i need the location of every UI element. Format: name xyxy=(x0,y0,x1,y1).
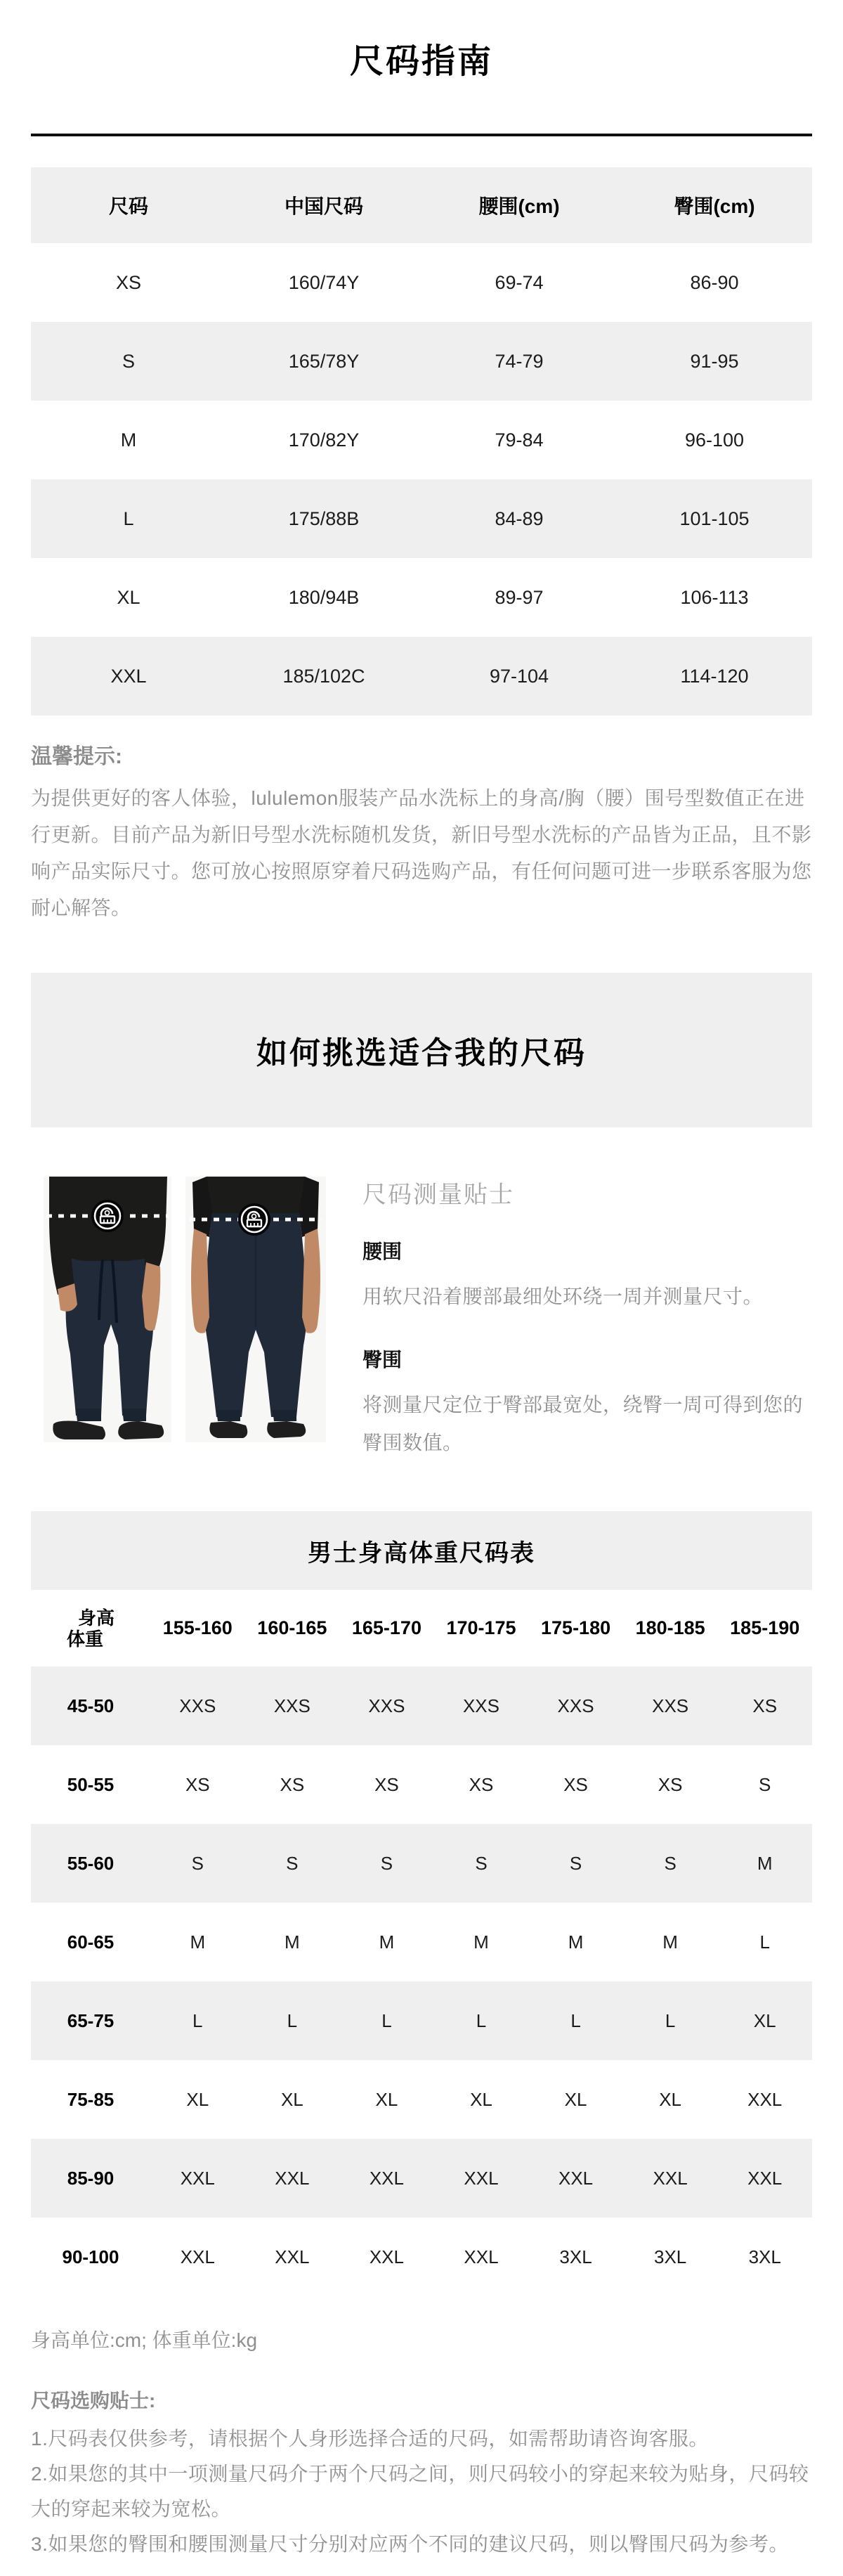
height-range-header: 175-180 xyxy=(541,1617,611,1638)
size-cell: XS xyxy=(752,1695,778,1716)
hip-desc: 将测量尺定位于臀部最宽处，绕臀一周可得到您的臀围数值。 xyxy=(362,1394,804,1454)
size-cell: XL xyxy=(186,2088,209,2110)
height-weight-header-row xyxy=(31,1590,812,1666)
size-cell: XXL xyxy=(275,2246,310,2267)
table-cell: 86-90 xyxy=(690,271,739,293)
table-row xyxy=(31,2139,812,2218)
size-cell: XXL xyxy=(558,2167,594,2189)
size-cell: XXS xyxy=(179,1695,216,1716)
size-cell: L xyxy=(570,2009,581,2031)
size-cell: XS xyxy=(469,1773,494,1795)
size-cell: S xyxy=(191,1852,204,1874)
corner-cell xyxy=(31,1607,150,1650)
size-cell: XXL xyxy=(464,2246,499,2267)
size-cell: XXL xyxy=(275,2167,310,2189)
size-cell: 3XL xyxy=(748,2246,781,2267)
table-cell: 170/82Y xyxy=(288,429,360,451)
table-cell: XXL xyxy=(110,665,147,687)
size-cell: S xyxy=(475,1852,488,1874)
purchase-tips-list xyxy=(31,2421,812,2562)
size-cell: XS xyxy=(185,1773,210,1795)
height-range-header: 155-160 xyxy=(162,1617,233,1638)
table-row xyxy=(31,2060,812,2139)
size-cell: XXS xyxy=(368,1695,405,1716)
size-cell: XXL xyxy=(180,2167,215,2189)
weight-range-label: 55-60 xyxy=(67,1852,115,1874)
corner-weight-label: 体重 xyxy=(66,1628,103,1650)
table-row xyxy=(31,1903,812,1981)
size-cell: M xyxy=(662,1931,678,1953)
table-cell: 89-97 xyxy=(495,586,544,608)
table-cell: 69-74 xyxy=(495,271,544,293)
size-cell: XS xyxy=(658,1773,683,1795)
size-cell: L xyxy=(759,1931,770,1953)
table-cell: 101-105 xyxy=(679,507,750,529)
height-range-header: 180-185 xyxy=(635,1617,705,1638)
measuring-tape-badge-icon xyxy=(91,1200,124,1232)
size-cell: M xyxy=(379,1931,395,1953)
notice-section xyxy=(31,746,812,926)
measure-tips-title: 尺码测量贴士 xyxy=(362,1182,514,1208)
tip-item: 3.如果您的臀围和腰围测量尺寸分别对应两个不同的建议尺码，则以臀围尺码为参考。 xyxy=(31,2533,789,2555)
size-cell: XXL xyxy=(747,2167,783,2189)
purchase-tips-title: 尺码选购贴士: xyxy=(31,2390,156,2412)
size-cell: XL xyxy=(470,2088,492,2110)
column-header: 腰围(cm) xyxy=(478,195,560,217)
table-row xyxy=(31,1666,812,1745)
table-cell: 175/88B xyxy=(288,507,360,529)
height-weight-body xyxy=(31,1666,812,2296)
size-cell: XXL xyxy=(369,2167,404,2189)
table-cell: 185/102C xyxy=(282,665,365,687)
size-cell: S xyxy=(759,1773,771,1795)
table-cell: 97-104 xyxy=(489,665,549,687)
size-cell: XXL xyxy=(653,2167,688,2189)
height-weight-table-title: 男士身高体重尺码表 xyxy=(308,1539,535,1567)
size-cell: M xyxy=(473,1931,489,1953)
units-note: 身高单位:cm; 体重单位:kg xyxy=(31,2329,258,2351)
table-row xyxy=(31,479,812,558)
size-cell: XXL xyxy=(747,2088,783,2110)
measure-tips xyxy=(362,1177,812,1482)
size-cell: XXS xyxy=(652,1695,689,1716)
height-range-header: 160-165 xyxy=(257,1617,327,1638)
table-cell: 106-113 xyxy=(680,586,749,608)
table-cell: 79-84 xyxy=(495,429,544,451)
table-row xyxy=(31,1745,812,1824)
weight-range-label: 85-90 xyxy=(67,2167,115,2189)
size-cell: L xyxy=(476,2009,487,2031)
notice-title: 温馨提示: xyxy=(31,745,122,768)
size-cell: XL xyxy=(659,2088,682,2110)
size-cell: XL xyxy=(564,2088,587,2110)
weight-range-label: 60-65 xyxy=(67,1931,115,1953)
table-cell: M xyxy=(120,429,137,451)
weight-range-label: 90-100 xyxy=(62,2246,119,2267)
height-range-header: 170-175 xyxy=(446,1617,516,1638)
table-cell: L xyxy=(123,507,134,529)
table-cell: 74-79 xyxy=(495,350,544,372)
front-view-photo xyxy=(44,1177,171,1442)
hip-label: 臀围 xyxy=(362,1349,403,1371)
size-cell: XXL xyxy=(464,2167,499,2189)
size-cell: L xyxy=(381,2009,392,2031)
size-cell: XL xyxy=(280,2088,303,2110)
size-cell: S xyxy=(664,1852,677,1874)
column-header: 尺码 xyxy=(108,195,148,217)
measure-section xyxy=(31,1177,812,1482)
size-cell: M xyxy=(757,1852,773,1874)
table-cell: S xyxy=(122,350,135,372)
title-divider xyxy=(31,134,812,136)
page-title: 尺码指南 xyxy=(349,43,493,80)
height-weight-table-title-band xyxy=(31,1511,812,1590)
size-cell: XXL xyxy=(180,2246,215,2267)
tip-item: 1.尺码表仅供参考，请根据个人身形选择合适的尺码，如需帮助请咨询客服。 xyxy=(31,2428,709,2449)
table-cell: 84-89 xyxy=(495,507,544,529)
waist-desc: 用软尺沿着腰部最细处环绕一周并测量尺寸。 xyxy=(362,1286,764,1307)
size-cell: S xyxy=(569,1852,582,1874)
height-range-header: 185-190 xyxy=(730,1617,800,1638)
size-cell: 3XL xyxy=(654,2246,687,2267)
height-range-header: 165-170 xyxy=(351,1617,422,1638)
size-cell: S xyxy=(286,1852,299,1874)
size-cell: XXL xyxy=(369,2246,404,2267)
banner-title: 如何挑选适合我的尺码 xyxy=(256,1036,587,1070)
size-guide-page xyxy=(31,0,812,2576)
size-cell: XL xyxy=(753,2009,776,2031)
size-cell: L xyxy=(287,2009,298,2031)
size-cell: XL xyxy=(375,2088,398,2110)
tip-item: 2.如果您的其中一项测量尺码介于两个尺码之间，则尺码较小的穿起来较为贴身，尺码较大的穿起来较为宽松。 xyxy=(31,2463,809,2520)
size-cell: XXS xyxy=(462,1695,499,1716)
how-to-choose-banner xyxy=(31,973,812,1127)
size-chart-header-row xyxy=(31,167,812,243)
table-cell: 180/94B xyxy=(288,586,360,608)
size-cell: S xyxy=(380,1852,393,1874)
size-cell: 3XL xyxy=(559,2246,592,2267)
weight-range-label: 75-85 xyxy=(67,2088,115,2110)
table-cell: XL xyxy=(117,586,140,608)
size-cell: XS xyxy=(374,1773,399,1795)
table-row xyxy=(31,558,812,637)
weight-range-label: 65-75 xyxy=(67,2009,115,2031)
weight-range-label: 50-55 xyxy=(67,1773,115,1795)
table-row xyxy=(31,1981,812,2060)
table-cell: 91-95 xyxy=(690,350,739,372)
column-header: 中国尺码 xyxy=(284,195,363,217)
size-chart-table xyxy=(31,167,812,716)
back-view-photo xyxy=(185,1177,326,1442)
size-cell: L xyxy=(665,2009,676,2031)
table-row xyxy=(31,243,812,322)
table-row xyxy=(31,322,812,401)
notice-body: 为提供更好的客人体验，lululemon服装产品水洗标上的身高/胸（腰）围号型数值正在进行更新。目前产品为新旧号型水洗标随机发货，新旧号型水洗标的产品皆为正品，且不影响产品实际尺寸。您可放心按照原穿着尺码选购产品，有任何问题可进一步联系客服为您耐心解答。 xyxy=(31,787,812,919)
size-cell: M xyxy=(285,1931,300,1953)
corner-height-label: 身高 xyxy=(77,1607,115,1629)
table-row xyxy=(31,637,812,716)
height-weight-table xyxy=(31,1511,812,2296)
table-cell: 114-120 xyxy=(680,665,749,687)
measurement-photos xyxy=(44,1177,326,1482)
size-cell: XS xyxy=(563,1773,588,1795)
table-cell: 96-100 xyxy=(684,429,745,451)
table-row xyxy=(31,1824,812,1903)
waist-label: 腰围 xyxy=(362,1241,403,1262)
size-cell: XXS xyxy=(273,1695,311,1716)
size-cell: M xyxy=(190,1931,206,1953)
measuring-tape-badge-icon xyxy=(238,1203,270,1236)
footnotes xyxy=(31,2330,812,2576)
table-row xyxy=(31,401,812,479)
table-row xyxy=(31,2218,812,2296)
size-chart-body xyxy=(31,243,812,716)
size-cell: L xyxy=(192,2009,203,2031)
size-cell: XS xyxy=(280,1773,305,1795)
table-cell: 160/74Y xyxy=(288,271,360,293)
table-cell: 165/78Y xyxy=(288,350,360,372)
table-cell: XS xyxy=(115,271,142,293)
size-cell: XXS xyxy=(557,1695,594,1716)
column-header: 臀围(cm) xyxy=(674,195,755,217)
size-cell: M xyxy=(568,1931,584,1953)
weight-range-label: 45-50 xyxy=(67,1695,115,1716)
